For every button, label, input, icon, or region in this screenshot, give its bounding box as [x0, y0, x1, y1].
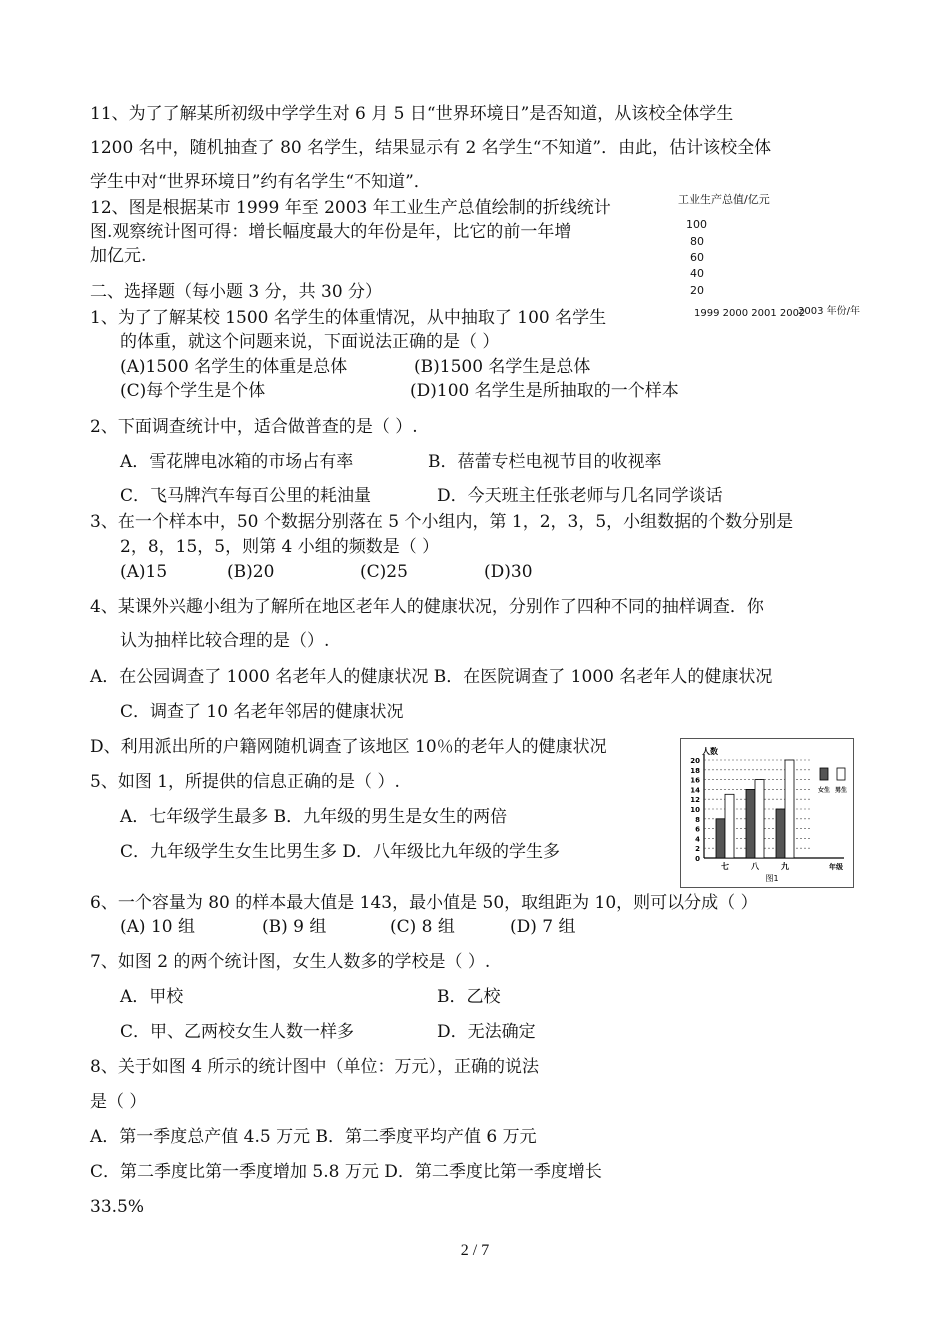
- y-tick-label: 6: [695, 825, 700, 834]
- mc8-line1: 8、关于如图 4 所示的统计图中（单位：万元），正确的说法: [90, 1057, 539, 1077]
- mc3-option-a: (A)15: [120, 562, 168, 582]
- mc7-option-c: C．甲、乙两校女生人数一样多: [120, 1022, 355, 1042]
- line-chart-ytick: 80: [690, 235, 704, 248]
- y-axis-label: 人数: [702, 747, 718, 756]
- q12-line2: 图.观察统计图可得：增长幅度最大的年份是年，比它的前一年增: [90, 222, 572, 242]
- mc3-line2: 2，8，15，5，则第 4 小组的频数是（ ）: [120, 537, 440, 557]
- mc5-stem: 5、如图 1，所提供的信息正确的是（ ）.: [90, 772, 400, 792]
- x-tick-label: 八: [751, 862, 759, 871]
- figure-caption: 图1: [765, 874, 779, 883]
- y-tick-label: 14: [690, 786, 700, 795]
- mc8-option-ab: A．第一季度总产值 4.5 万元 B．第二季度平均产值 6 万元: [90, 1127, 537, 1147]
- figure-1-bar-chart: [680, 738, 854, 888]
- mc8-line2: 是（ ）: [90, 1092, 147, 1112]
- q11-line1: 11、为了了解某所初级中学学生对 6 月 5 日“世界环境日”是否知道，从该校全体学生: [90, 104, 734, 124]
- mc6-option-d: (D) 7 组: [510, 917, 576, 937]
- line-chart-ytick: 20: [690, 284, 704, 297]
- mc8-line5: 33.5%: [90, 1197, 145, 1217]
- line-chart-ylabel: 工业生产总值/亿元: [678, 193, 770, 206]
- y-tick-label: 10: [690, 806, 700, 814]
- line-chart-figure: [676, 190, 876, 320]
- x-tick-label: 七: [721, 862, 729, 871]
- legend-female-swatch: [820, 768, 828, 780]
- y-tick-label: 20: [690, 757, 700, 765]
- mc4-option-c: C．调查了 10 名老年邻居的健康状况: [120, 702, 404, 722]
- bar-male: [785, 760, 794, 858]
- mc6-option-b: (B) 9 组: [262, 917, 327, 937]
- y-tick-label: 4: [695, 835, 700, 844]
- mc3-option-d: (D)30: [484, 562, 533, 582]
- legend-female-label: 女生: [817, 787, 831, 794]
- mc6-option-c: (C) 8 组: [390, 917, 455, 937]
- mc2-option-b: B．蓓蕾专栏电视节目的收视率: [428, 452, 662, 472]
- mc2-option-a: A．雪花牌电冰箱的市场占有率: [120, 452, 354, 472]
- mc1-option-a: (A)1500 名学生的体重是总体: [120, 357, 348, 377]
- mc8-option-cd: C．第二季度比第一季度增加 5.8 万元 D．第二季度比第一季度增长: [90, 1162, 602, 1182]
- mc4-option-ab: A．在公园调查了 1000 名老年人的健康状况 B．在医院调查了 1000 名老年人的健康状况: [90, 667, 773, 687]
- mc3-option-c: (C)25: [360, 562, 408, 582]
- bar-male: [755, 780, 764, 858]
- mc1-line2: 的体重，就这个问题来说，下面说法正确的是（ ）: [120, 332, 500, 352]
- bar-male: [725, 794, 734, 858]
- mc4-option-d: D、利用派出所的户籍网随机调查了该地区 10％的老年人的健康状况: [90, 737, 607, 757]
- mc7-option-a: A．甲校: [120, 987, 184, 1007]
- mc3-line1: 3、在一个样本中，50 个数据分别落在 5 个小组内，第 1，2，3，5，小组数据的个数分别是: [90, 512, 794, 532]
- mc1-option-b: (B)1500 名学生是总体: [414, 357, 591, 377]
- y-tick-label: 12: [690, 796, 700, 805]
- mc5-option-ab: A．七年级学生最多 B．九年级的男生是女生的两倍: [120, 807, 508, 827]
- y-tick-label: 16: [690, 776, 700, 785]
- mc3-option-b: (B)20: [227, 562, 275, 582]
- mc6-stem: 6、一个容量为 80 的样本最大值是 143，最小值是 50，取组距为 10，则可以分成（ ）: [90, 893, 758, 913]
- x-axis-label: 年级: [829, 863, 843, 871]
- mc7-stem: 7、如图 2 的两个统计图，女生人数多的学校是（ ）.: [90, 952, 491, 972]
- line-chart-xticks: 1999 2000 2001 2002: [694, 308, 806, 319]
- q11-line2: 1200 名中，随机抽查了 80 名学生，结果显示有 2 名学生“不知道”．由此，估计该校全体: [90, 138, 772, 158]
- line-chart-ytick: 100: [686, 218, 707, 231]
- y-tick-label: 8: [695, 815, 700, 824]
- mc6-option-a: (A) 10 组: [120, 917, 195, 937]
- line-chart-ytick: 60: [690, 251, 704, 264]
- mc5-option-cd: C．九年级学生女生比男生多 D．八年级比九年级的学生多: [120, 842, 561, 862]
- mc7-option-b: B．乙校: [437, 987, 501, 1007]
- bar-female: [716, 819, 725, 858]
- y-tick-label: 2: [695, 845, 700, 854]
- section-title: 二、选择题（每小题 3 分，共 30 分）: [90, 282, 383, 302]
- mc4-line2: 认为抽样比较合理的是（）.: [120, 631, 330, 651]
- mc2-option-d: D．今天班主任张老师与几名同学谈话: [437, 486, 723, 506]
- line-chart-ytick: 40: [690, 267, 704, 280]
- legend-male-label: 男生: [834, 787, 848, 794]
- mc2-stem: 2、下面调查统计中，适合做普查的是（ ）.: [90, 417, 418, 437]
- mc1-option-c: (C)每个学生是个体: [120, 381, 266, 401]
- bar-female: [746, 789, 755, 858]
- y-tick-label: 18: [690, 766, 700, 775]
- x-tick-label: 九: [781, 862, 789, 871]
- y-tick-label: 0: [695, 855, 700, 863]
- mc1-option-d: (D)100 名学生是所抽取的一个样本: [410, 381, 679, 401]
- legend-male-swatch: [837, 768, 845, 780]
- q12-line1: 12、图是根据某市 1999 年至 2003 年工业生产总值绘制的折线统计: [90, 198, 611, 218]
- bar-female: [776, 809, 785, 858]
- mc1-line1: 1、为了了解某校 1500 名学生的体重情况，从中抽取了 100 名学生: [90, 308, 607, 328]
- mc7-option-d: D．无法确定: [437, 1022, 536, 1042]
- line-chart-xlabel: 2003 年份/年: [798, 306, 860, 317]
- q12-line3: 加亿元.: [90, 246, 147, 266]
- page-number: 2 / 7: [460, 1242, 490, 1259]
- q11-line3: 学生中对“世界环境日”约有名学生“不知道”．: [90, 172, 431, 192]
- mc4-line1: 4、某课外兴趣小组为了解所在地区老年人的健康状况，分别作了四种不同的抽样调查．你: [90, 597, 764, 617]
- mc2-option-c: C．飞马牌汽车每百公里的耗油量: [120, 486, 372, 506]
